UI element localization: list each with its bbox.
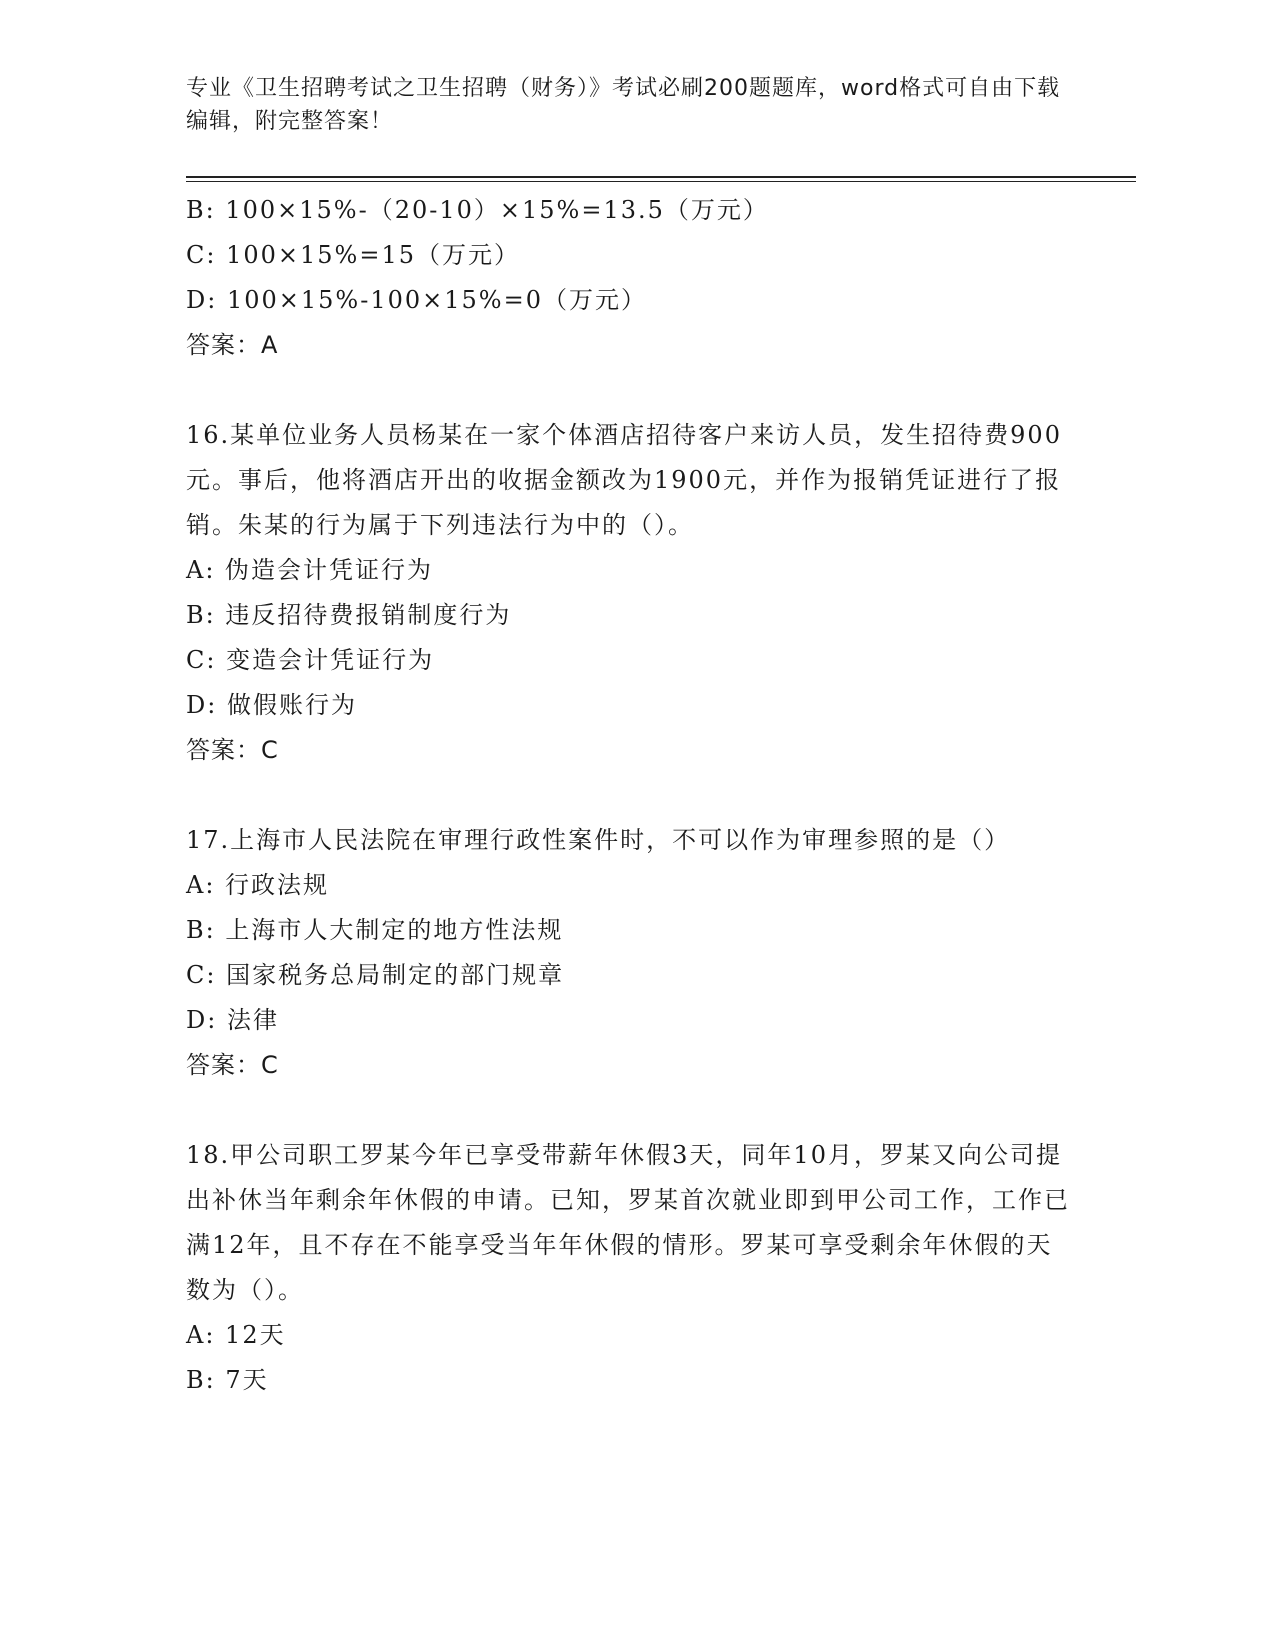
option-b: B: 7天: [186, 1366, 269, 1394]
document-header: 专业《卫生招聘考试之卫生招聘（财务）》考试必刷200题题库，word格式可自由下载编辑，附完整答案！: [186, 76, 1061, 134]
question-text: 17.上海市人民法院在审理行政性案件时，不可以作为审理参照的是（）: [186, 826, 1011, 854]
spacer: [186, 773, 1076, 818]
option-b: B: 上海市人大制定的地方性法规: [186, 916, 564, 944]
answer-line: 答案：C: [186, 1051, 279, 1079]
option-c: C: 变造会计凭证行为: [186, 646, 435, 674]
document-content: [186, 188, 1076, 1403]
option-a: A: 行政法规: [186, 871, 330, 899]
question-18: [186, 1133, 1076, 1403]
previous-question-continuation: [186, 188, 1076, 368]
option-a: A: 12天: [186, 1321, 286, 1349]
spacer: [186, 1088, 1076, 1133]
option-d: D: 法律: [186, 1006, 279, 1034]
option-c: C: 国家税务总局制定的部门规章: [186, 961, 565, 989]
question-17: [186, 818, 1076, 1088]
option-d: D: 100×15%-100×15%=0（万元）: [186, 286, 647, 314]
answer-line: 答案：A: [186, 331, 279, 359]
option-d: D: 做假账行为: [186, 691, 357, 719]
answer-line: 答案：C: [186, 736, 279, 764]
header-divider-thick: [186, 176, 1136, 178]
option-b: B: 违反招待费报销制度行为: [186, 601, 512, 629]
spacer: [186, 368, 1076, 413]
question-text: 18.甲公司职工罗某今年已享受带薪年休假3天，同年10月，罗某又向公司提出补休当年剩余年休假的申请。已知，罗某首次就业即到甲公司工作，工作已满12年，且不存在不能享受当年年休假的情形。罗某可享受剩余年休假的天数为（）。: [186, 1141, 1070, 1304]
option-c: C: 100×15%=15（万元）: [186, 241, 520, 269]
question-16: [186, 413, 1076, 773]
option-b: B: 100×15%-（20-10）×15%=13.5（万元）: [186, 196, 769, 224]
option-a: A: 伪造会计凭证行为: [186, 556, 434, 584]
header-divider-thin: [186, 181, 1136, 182]
question-text: 16.某单位业务人员杨某在一家个体酒店招待客户来访人员，发生招待费900元。事后，他将酒店开出的收据金额改为1900元，并作为报销凭证进行了报销。朱某的行为属于下列违法行为中的（）。: [186, 421, 1062, 539]
